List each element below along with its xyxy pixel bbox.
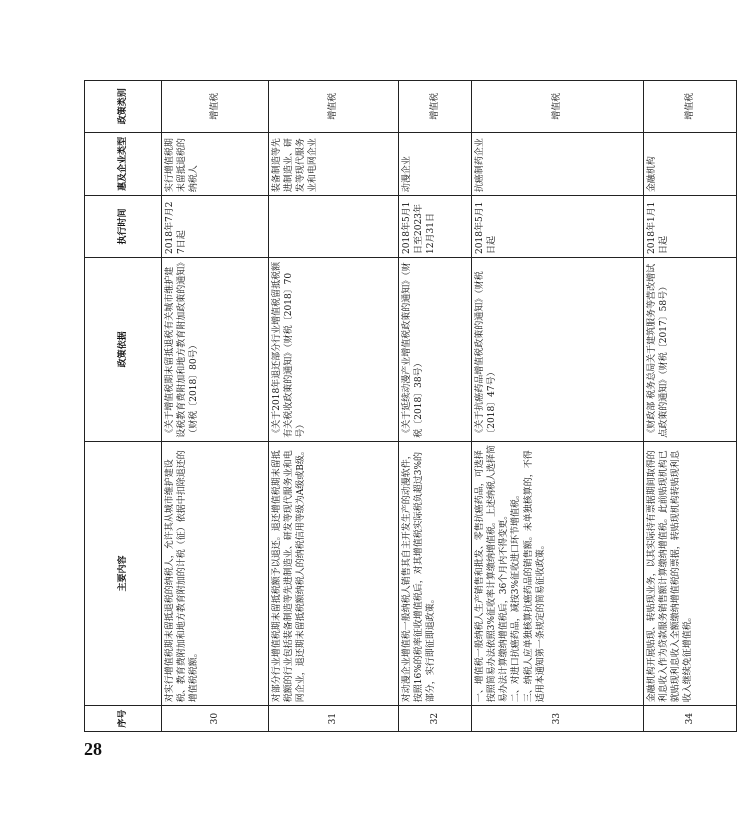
row-date: 2018年5月1日至2023年12月31日 [399, 196, 472, 258]
row-type: 增值税 [162, 81, 269, 133]
row-enterprise: 装备制造等先进制造业、研发等现代服务业和电网企业 [269, 132, 399, 196]
row-content: 对部分行业增值税期末留抵税额予以退还。退还增值税期末留抵税额的行业包括装备制造等先进制造业、研发等现代服务业和电网企业，退还期末留抵税额纳税人的纳税信用等级为A级或B级。 [269, 441, 399, 706]
page-number: 28 [84, 739, 102, 759]
row-basis: 《关于延续动漫产业增值税政策的通知》（财税〔2018〕38号） [399, 257, 472, 441]
table-row [269, 81, 399, 732]
header-date: 执行时间 [85, 196, 162, 258]
row-date [269, 196, 399, 258]
row-type: 增值税 [644, 81, 737, 133]
row-date: 2018年1月1日起 [644, 196, 737, 258]
row-enterprise: 动漫企业 [399, 132, 472, 196]
row-type: 增值税 [472, 81, 644, 133]
rotated-table-wrapper [84, 80, 695, 732]
header-num: 序号 [85, 706, 162, 732]
header-type: 政策类别 [85, 81, 162, 133]
row-date: 2018年5月1日起 [472, 196, 644, 258]
policy-table [84, 80, 737, 732]
header-basis: 政策依据 [85, 257, 162, 441]
row-num: 32 [399, 706, 472, 732]
row-type: 增值税 [269, 81, 399, 133]
row-num: 30 [162, 706, 269, 732]
row-content: 一、增值税一般纳税人生产销售和批发、零售抗癌药品，可选择按照简易办法依照3%征收率计算缴纳增值税。上述纳税人选择简易办法计算缴纳增值税后，36个月内不得变更。 二、对进口抗癌药品，减按3%征收进口环节增值税。 三、纳税人应单独核算抗癌药品的销售额。未单独核算的，不得适用本通知第一条规定的简易征收政策。 [472, 441, 644, 706]
table-header-row [85, 81, 162, 732]
row-basis: 《关于增值税期末留抵退税有关城市维护建设税教育费附加和地方教育附加政策的通知》（财税〔2018〕80号） [162, 257, 269, 441]
row-basis: 《财政部 税务总局关于建筑服务等营改增试点政策的通知》（财税〔2017〕58号） [644, 257, 737, 441]
row-enterprise: 金融机构 [644, 132, 737, 196]
table-row [162, 81, 269, 732]
row-num: 31 [269, 706, 399, 732]
row-enterprise: 抗癌制药企业 [472, 132, 644, 196]
row-basis: 《关于抗癌药品增值税政策的通知》（财税〔2018〕47号） [472, 257, 644, 441]
row-enterprise: 实行增值税期末留抵退税的纳税人 [162, 132, 269, 196]
row-content: 对实行增值税期末留抵退税的纳税人，允许其从城市维护建设税、教育费附加和地方教育附加的计税（征）依据中扣除退还的增值税税额。 [162, 441, 269, 706]
table-row [472, 81, 644, 732]
row-num: 34 [644, 706, 737, 732]
row-date: 2018年7月27日起 [162, 196, 269, 258]
table-row [399, 81, 472, 732]
row-type: 增值税 [399, 81, 472, 133]
row-num: 33 [472, 706, 644, 732]
header-content: 主要内容 [85, 441, 162, 706]
table-row [644, 81, 737, 732]
row-content: 对动漫企业增值税一般纳税人销售其自主开发生产的动漫软件，按照16%的税率征收增值税后，对其增值税实际税负超过3%的部分，实行即征即退政策。 [399, 441, 472, 706]
row-content: 金融机构开展贴现、转贴现业务，以其实际持有票据期间取得的利息收入作为贷款服务销售额计算缴纳增值税。此前贴现机构已就贴现利息收入全额缴纳增值税的票据，转贴现机构转贴现利息收入继续免征增值税。 [644, 441, 737, 706]
header-enterprise: 惠及企业类型 [85, 132, 162, 196]
row-basis: 《关于2018年退还部分行业增值税留抵税额有关税收政策的通知》（财税〔2018〕70号） [269, 257, 399, 441]
